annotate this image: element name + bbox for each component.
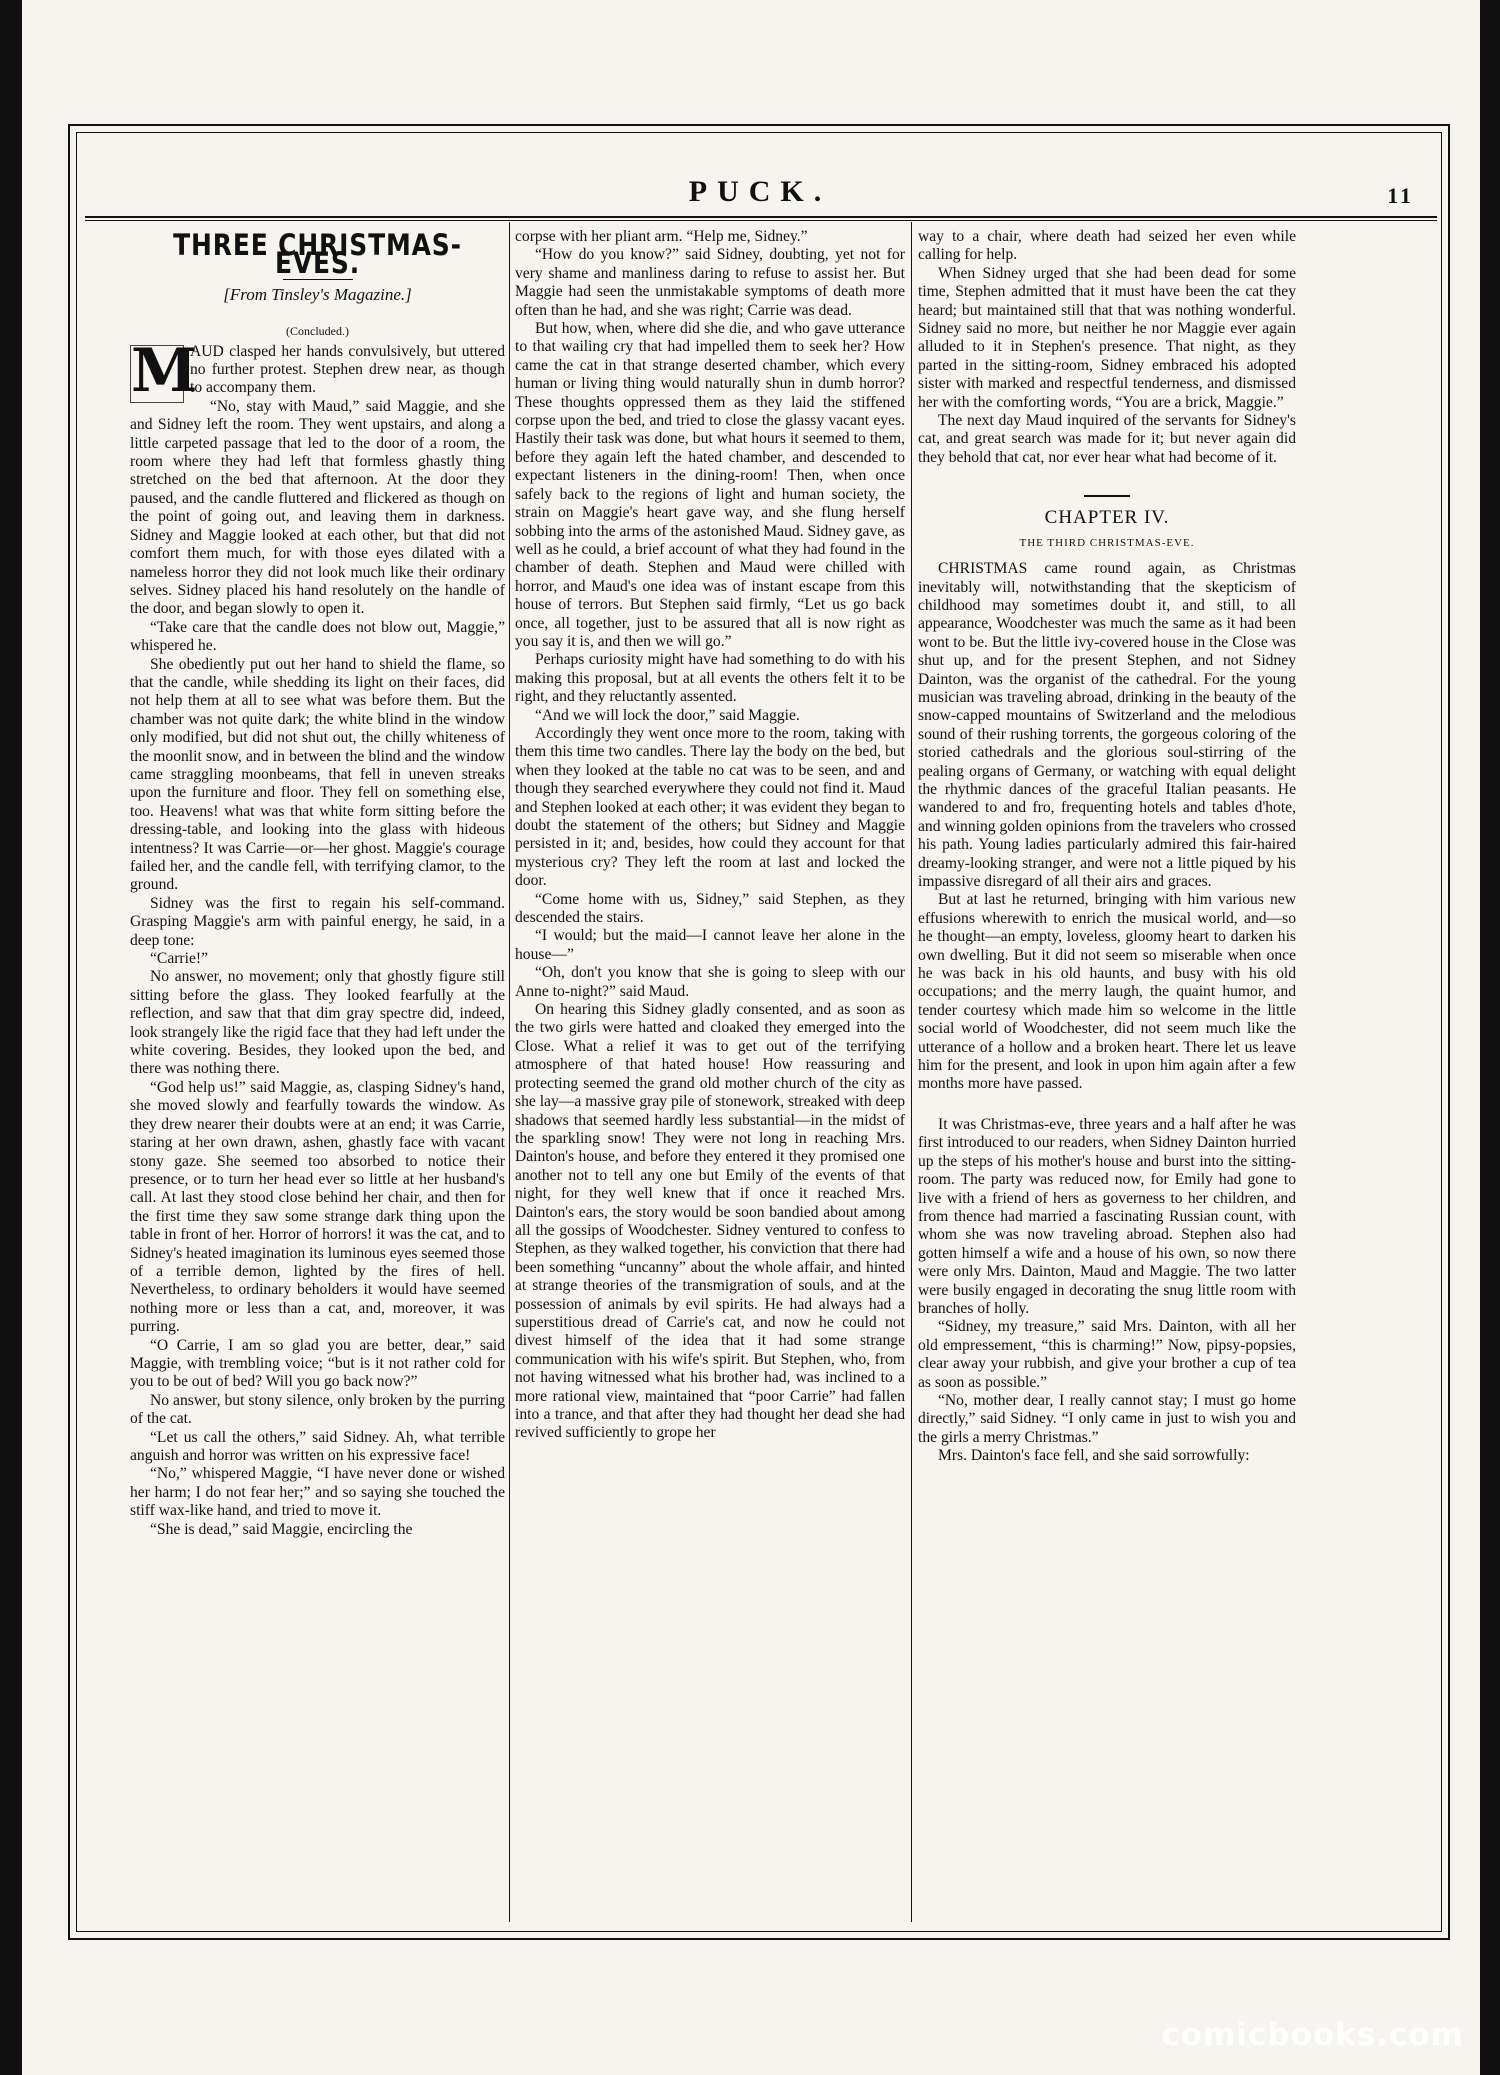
paragraph: CHRISTMAS came round again, as Christmas inevitably will, notwithstanding that the skepticism of childhood may sometimes doubt it, and still, to all appearance, Woodchester was much the same as it had been wont to be. But the little ivy-covered house in the Close was shut up, and for the present Stephen, and not Sidney Dainton, was the organist of the cathedral. For the young musician was traveling abroad, drinking in the beauty of the snow-capped mountains of Switzerland and the melodious sound of their rushing torrents, the gorgeous coloring of the storied cathedrals and the glorious soul-stirring of the pealing organs of Germany, or watching with equal delight the rhythmic dances of the graceful Italian peasants. He wandered to and fro, frequenting hotels and tables d'hote, and winning golden opinions from the travelers who crossed his path. Young ladies particularly admired this fair-haired dreamy-looking stranger, and were not a little piqued by his impassive disregard of all their airs and graces.: [918, 560, 1296, 890]
paragraph: No answer, but stony silence, only broken by the purring of the cat.: [130, 1391, 505, 1428]
paragraph: “God help us!” said Maggie, as, clasping Sidney's hand, she moved slowly and fearfully towards the window. As they drew nearer their doubts were at an end; it was Carrie, staring at her own drawn, ashen, ghastly face with vacant stony gaze. She seemed too absorbed to notice their presence, or to turn her head ever so little at her husband's call. At last they stood close behind her chair, and then for the first time they saw some strange dark thing upon the table in front of her. Horror of horrors! it was the cat, and to Sidney's heated imagination its luminous eyes seemed those of a terrible demon, lighted by the fires of hell. Nevertheless, to ordinary beholders it would have seemed nothing more or less than a cat, and, moreover, it was purring.: [130, 1078, 505, 1336]
paragraph: She obediently put out her hand to shield the flame, so that the candle, while shedding its light on their faces, did not help them at all to see what was before them. But the chamber was not quite dark; the white blind in the window only modified, but did not shut out, the chilly whiteness of the moonlit snow, and in between the blind and the window came straggling moonbeams, that fell in uneven streaks upon the furniture and floor. They fell on something else, too. Heavens! what was that white form sitting before the dressing-table, and looking into the glass with hideous intentness? It was Carrie—or—her ghost. Maggie's courage failed her, and the candle fell, with terrifying clamor, to the ground.: [130, 655, 505, 894]
paragraph: Sidney was the first to regain his self-command. Grasping Maggie's arm with painful energy, he said, in a deep tone:: [130, 894, 505, 949]
header-rule: [85, 216, 1437, 221]
chapter-heading: CHAPTER IV.: [1044, 507, 1170, 529]
paragraph: “Let us call the others,” said Sidney. Ah, what terrible anguish and horror was written on his expressive face!: [130, 1428, 505, 1464]
paragraph: “Carrie!”: [150, 950, 208, 968]
paragraph: “No,” whispered Maggie, “I have never done or wished her harm; I do not fear her;” and so saying she touched the stiff wax-like hand, and tried to move it.: [130, 1465, 505, 1520]
paragraph: No answer, no movement; only that ghostly figure still sitting before the glass. They looked fearfully at the reflection, and saw that that dim gray spectre did, indeed, look strangely like the rigid face that they had left under the white covering. Besides, they looked upon the bed, and there was nothing there.: [130, 968, 505, 1078]
column-divider: [509, 222, 510, 1922]
paragraph: On hearing this Sidney gladly consented, and as soon as the two girls were hatted and cloaked they emerged into the Close. What a relief it was to get out of the terrifying atmosphere of that hated house! How reassuring and protecting seemed the grand old mother church of the city as she lay—a massive gray pile of stonework, streaked with deep shadows that seemed hardly less substantial—in the midst of the sparkling snow! They were not long in reaching Mrs. Dainton's house, and before they entered it they promised one another not to tell any one but Emily of the events of that night, for they well knew that if once it reached Mrs. Dainton's ears, the story would be soon bandied about among all the gossips of Woodchester. Sidney ventured to confess to Stephen, as they walked together, his conviction that there had been something “uncanny” about the whole affair, and hinted at strange theories of the transmigration of souls, and at the possession of animals by evil spirits. He had always had a superstitious dread of Carrie's cat, and now he could not divest himself of the idea that it had some strange communication with his wife's spirit. But Stephen, who, from not having witnessed what his brother had, was inclined to a more rational view, maintained that “poor Carrie” had fallen into a trance, and that after they had thought her dead she had revived sufficiently to grope her: [515, 1001, 905, 1442]
paragraph: But how, when, where did she die, and who gave utterance to that wailing cry that had impelled them to seek her? How came the cat in that strange deserted chamber, which every human or living thing would naturally shun in dumb horror? These thoughts oppressed them as they laid the stiffened corpse upon the bed, and tried to close the glassy vacant eyes. Hastily their task was done, but what hours it seemed to them, before they again left the hated chamber, and descended to expectant listeners in the dining-room! Then, when once safely back to the regions of light and human society, the strain on Maggie's heart gave way, and she flung herself sobbing into the arms of the astonished Maud. Sidney gave, as well as he could, a brief account of what they had found in the chamber of death. Stephen and Maud were chilled with horror, and Maud's one idea was of instant escape from this house of terrors. But Stephen said firmly, “Let us go back once, all together, just to be assured that all is now right as you say it is, and then we will go.”: [515, 320, 905, 650]
paragraph: “Sidney, my treasure,” said Mrs. Dainton, with all her old empressement, “this is charming!” Now, pipsy-popsies, clear away your rubbish, and give your brother a cup of tea as soon as possible.”: [918, 1318, 1296, 1391]
paragraph: “O Carrie, I am so glad you are better, dear,” said Maggie, with trembling voice; “but is it not rather cold for you to be out of bed? Will you go back now?”: [130, 1336, 505, 1391]
paragraph: corpse with her pliant arm. “Help me, Sidney.”: [515, 228, 808, 245]
paragraph: Perhaps curiosity might have had something to do with his making this proposal, but at all events the others felt it to be right, and they reluctantly assented.: [515, 651, 905, 706]
paragraph: “How do you know?” said Sidney, doubting, yet not for very shame and manliness daring to refuse to assist her. But Maggie had seen the unmistakable symptoms of death more often than he had, and she was right; Carrie was dead.: [515, 246, 905, 319]
paragraph: When Sidney urged that she had been dead for some time, Stephen admitted that it must have been the cat they heard; but maintained still that that was nothing wonderful. Sidney said no more, but neither he nor Maggie ever again alluded to it in Stephen's presence. That night, as they parted in the sitting-room, Sidney embraced his adopted sister with marked and respectful tenderness, and dismissed her with the comforting words, “You are a brick, Maggie.”: [918, 264, 1296, 411]
paragraph: It was Christmas-eve, three years and a half after he was first introduced to our readers, when Sidney Dainton hurried up the steps of his mother's house and burst into the sitting-room. The party was reduced now, for Emily had gone to live with a friend of hers as governess to her children, and from thence had married a fascinating Russian count, with whom she was now traveling abroad. Stephen also had gotten himself a wife and a house of his own, so now there were only Mrs. Dainton, Maud and Maggie. The two latter were busily engaged in decorating the snug little room with branches of holly.: [918, 1115, 1296, 1317]
paragraph: way to a chair, where death had seized her even while calling for help.: [918, 228, 1296, 264]
page-number: 11: [1387, 183, 1414, 208]
paragraph: Accordingly they went once more to the room, taking with them this time two candles. There lay the body on the bed, but when they looked at the table no cat was to be seen, and and though they searched everywhere they could not find it. Maud and Stephen looked at each other; it was evident they began to doubt the statement of the others; but Sidney and Maggie persisted in it; and, besides, how could they account for that mysterious cry? They left the room at last and locked the door.: [515, 724, 905, 890]
column-1-text: [130, 335, 505, 1539]
column-2-text: [515, 228, 905, 1443]
paragraph: Mrs. Dainton's face fell, and she said sorrowfully:: [938, 1447, 1250, 1465]
column-3-text-c: [918, 1116, 1296, 1466]
column-3: [918, 228, 1296, 1924]
chapter-subheading: THE THIRD CHRISTMAS-EVE.: [1019, 536, 1195, 549]
chapter-rule: [1084, 495, 1130, 497]
column-1: [130, 228, 505, 1924]
paragraph: AUD clasped her hands convulsively, but uttered no further protest. Stephen drew near, as though to accompany them.: [190, 342, 505, 397]
column-2: [515, 228, 905, 1924]
paragraph: But at last he returned, bringing with him various new effusions wherewith to enrich the musical world, and—so he thought—an empty, loveless, gloomy heart to darken his own dwelling. But it did not seem so miserable when once he was back in his old haunts, and busy with his old occupations; and the merry laugh, the quaint humor, and tender courtesy which made him so welcome in the little social world of Woodchester, did not seem much like the utterance of a hollow and a broken heart. There let us leave him for the present, and look in upon him again after a few months more have passed.: [918, 891, 1296, 1093]
paragraph: “No, mother dear, I really cannot stay; I must go home directly,” said Sidney. “I only came in just to wish you and the girls a merry Christmas.”: [918, 1391, 1296, 1446]
paragraph: “Take care that the candle does not blow out, Maggie,” whispered he.: [130, 618, 505, 655]
paragraph: “I would; but the maid—I cannot leave her alone in the house—”: [515, 927, 905, 963]
paragraph: “She is dead,” said Maggie, encircling the: [150, 1520, 413, 1538]
concluded-note: (Concluded.): [286, 324, 349, 339]
column-3-text-b: [918, 560, 1296, 1094]
paragraph: “And we will lock the door,” said Maggie.: [535, 706, 800, 724]
article-source: [From Tinsley's Magazine.]: [223, 284, 412, 304]
drop-cap: M: [131, 335, 198, 406]
column-divider: [911, 222, 912, 1922]
article-title: THREE CHRISTMAS-EVES.: [173, 228, 462, 281]
paragraph: “No, stay with Maud,” said Maggie, and she and Sidney left the room. They went upstairs, and along a little carpeted passage that led to the door of a room, the room where they had left that formless ghastly thing stretched on the bed that afternoon. At the door they paused, and the candle fluttered and flickered as though on the point of going out, and leaving them in darkness. Sidney and Maggie looked at each other, but that did not comfort them much, for with those eyes dilated with a nameless horror they did not look much like their ordinary selves. Sidney placed his hand resolutely on the handle of the door, and began slowly to open it.: [130, 397, 505, 618]
column-3-text-a: [918, 228, 1296, 467]
paragraph: “Come home with us, Sidney,” said Stephen, as they descended the stairs.: [515, 890, 905, 927]
masthead: PUCK.: [688, 175, 832, 208]
paragraph: The next day Maud inquired of the servants for Sidney's cat, and great search was made for it; but never again did they behold that cat, nor ever hear what had become of it.: [918, 412, 1296, 466]
watermark: comicbooks.com: [1161, 2017, 1464, 2053]
paragraph: “Oh, don't you know that she is going to sleep with our Anne to-night?” said Maud.: [515, 964, 905, 1000]
